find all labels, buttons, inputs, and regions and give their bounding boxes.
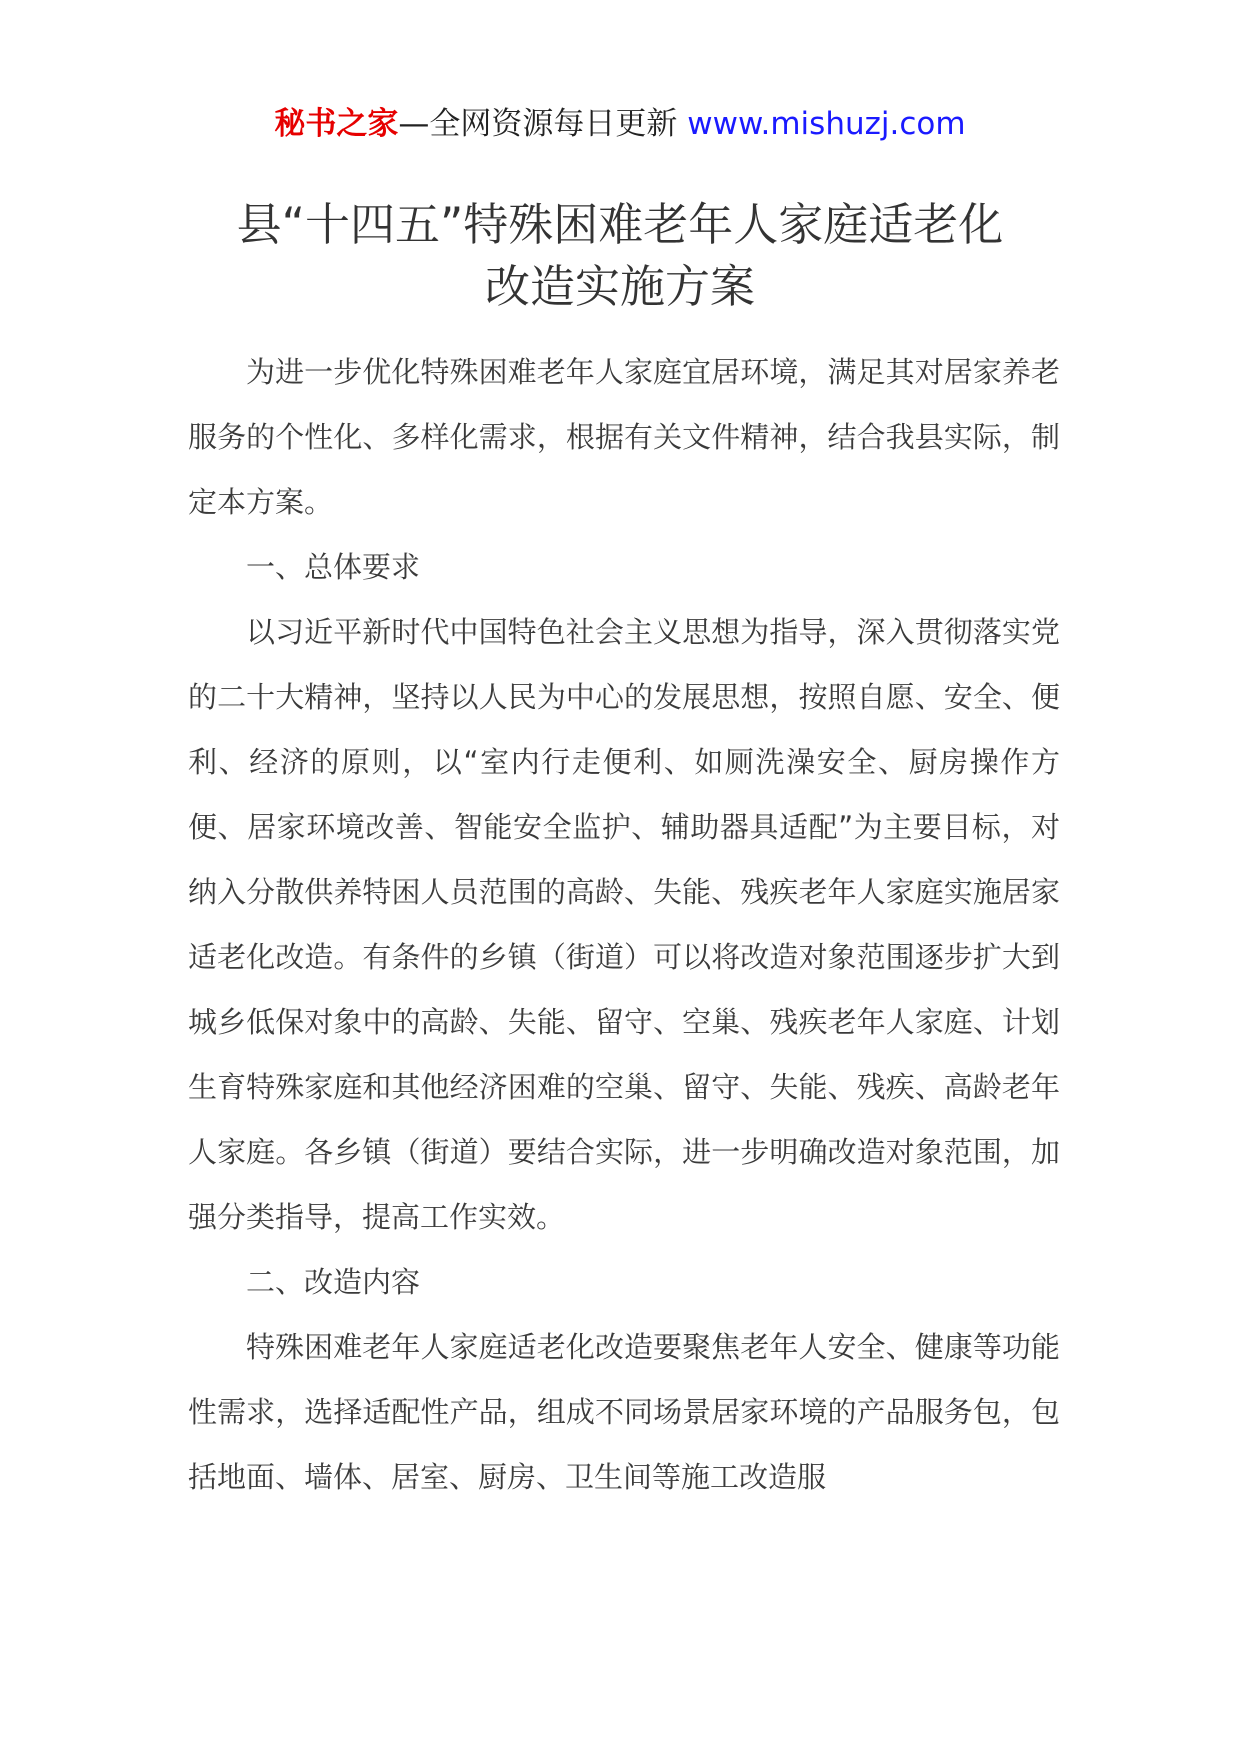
section-heading-renovation-content: 二、改造内容 — [246, 1265, 421, 1299]
site-url-link[interactable]: www.mishuzj.com — [687, 106, 966, 142]
site-brand: 秘书之家 — [274, 106, 399, 142]
renovation-content-paragraph: 特殊困难老年人家庭适老化改造要聚焦老年人安全、健康等功能性需求，选择适配性产品，组成不同场景居家环境的产品服务包，包括地面、墙体、居室、厨房、卫生间等施工改造服 — [188, 1330, 1060, 1494]
document-title — [120, 194, 1120, 318]
document-title-line-1: 县“十四五”特殊困难老年人家庭适老化 — [236, 198, 1004, 251]
general-requirements-paragraph: 以习近平新时代中国特色社会主义思想为指导，深入贯彻落实党的二十大精神，坚持以人民为中心的发展思想，按照自愿、安全、便利、经济的原则，以“室内行走便利、如厕洗澡安全、厨房操作方便、居家环境改善、智能安全监护、辅助器具适配”为主要目标，对纳入分散供养特困人员范围的高龄、失能、残疾老年人家庭实施居家适老化改造。有条件的乡镇（街道）可以将改造对象范围逐步扩大到城乡低保对象中的高龄、失能、留守、空巢、残疾老年人家庭、计划生育特殊家庭和其他经济困难的空巢、留守、失能、残疾、高龄老年人家庭。各乡镇（街道）要结合实际，进一步明确改造对象范围，加强分类指导，提高工作实效。 — [188, 615, 1060, 1234]
site-header — [0, 100, 1240, 148]
document-body — [188, 340, 1060, 1510]
section-heading-general-requirements: 一、总体要求 — [246, 550, 421, 584]
site-tagline: —全网资源每日更新 — [398, 106, 678, 142]
document-title-line-2: 改造实施方案 — [484, 260, 755, 313]
intro-paragraph: 为进一步优化特殊困难老年人家庭宜居环境，满足其对居家养老服务的个性化、多样化需求，根据有关文件精神，结合我县实际，制定本方案。 — [188, 355, 1060, 519]
